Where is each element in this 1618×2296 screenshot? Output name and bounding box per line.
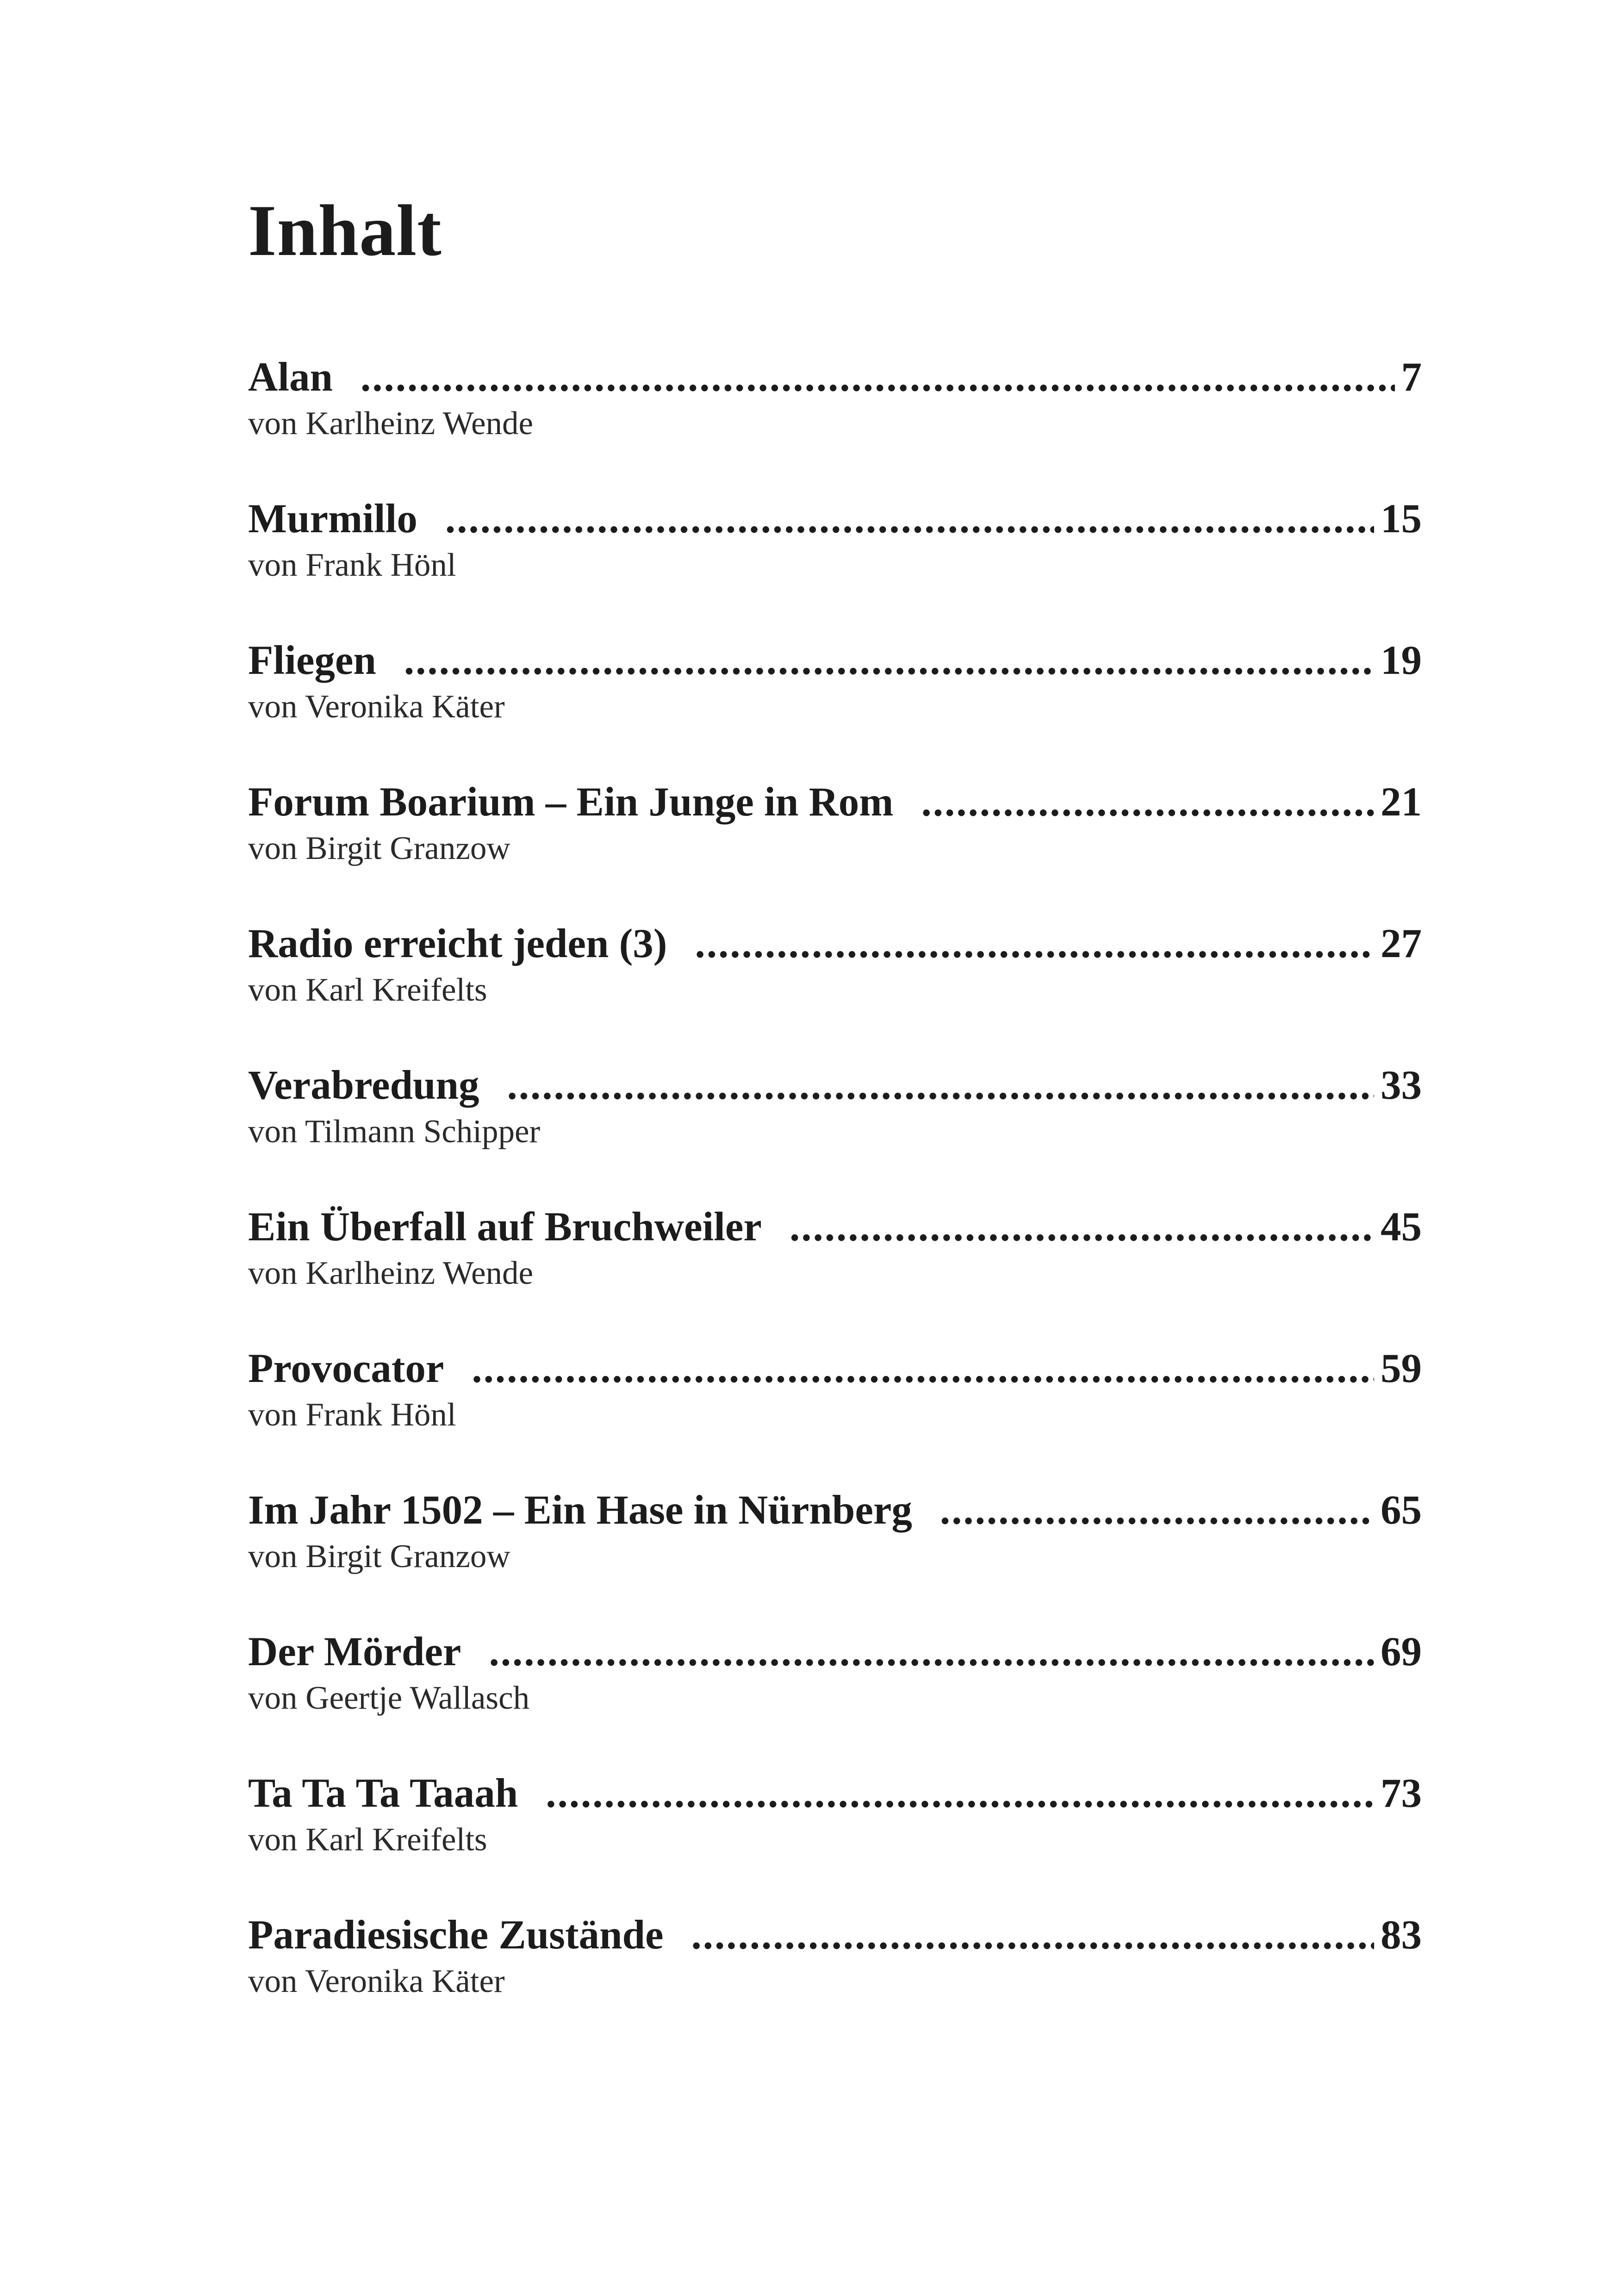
- toc-entry-line: [248, 352, 1422, 403]
- toc-entry-line: [248, 1768, 1422, 1819]
- toc-entry-5: [248, 918, 1422, 1060]
- toc-entry-author: von Veronika Käter: [248, 689, 505, 725]
- toc-entry-line: [248, 1060, 1422, 1111]
- dot-leader: [507, 1060, 1375, 1111]
- toc-entry-author: von Karl Kreifelts: [248, 1822, 487, 1858]
- dot-leader: [691, 1910, 1374, 1960]
- toc-entry-8: [248, 1343, 1422, 1485]
- toc-entry-page-number: 83: [1381, 1912, 1422, 1958]
- toc-entry-title: Paradiesische Zustände: [248, 1912, 664, 1958]
- dot-leader: [361, 352, 1395, 403]
- toc-entry-page-number: 73: [1381, 1771, 1422, 1816]
- toc-entry-page-number: 7: [1401, 355, 1422, 400]
- toc-entry-page-number: 69: [1381, 1629, 1422, 1674]
- toc-entry-9: [248, 1485, 1422, 1626]
- toc-entry-title: Ta Ta Ta Taaah: [248, 1771, 518, 1816]
- toc-entry-12: [248, 1910, 1422, 2051]
- toc-entry-2: [248, 493, 1422, 635]
- toc-entry-author: von Frank Hönl: [248, 547, 456, 583]
- toc-entry-page-number: 21: [1381, 779, 1422, 825]
- dot-leader: [445, 493, 1374, 544]
- toc-entry-page-number: 27: [1381, 921, 1422, 966]
- dot-leader: [940, 1485, 1374, 1536]
- dot-leader: [472, 1343, 1374, 1394]
- toc-entry-title: Forum Boarium – Ein Junge in Rom: [248, 779, 894, 825]
- toc-entry-line: [248, 1626, 1422, 1677]
- toc-entry-author: von Karl Kreifelts: [248, 972, 487, 1008]
- toc-entry-page-number: 65: [1381, 1487, 1422, 1533]
- toc-entry-title: Verabredung: [248, 1063, 479, 1108]
- toc-entry-title: Radio erreicht jeden (3): [248, 921, 667, 966]
- toc-entry-line: [248, 1485, 1422, 1536]
- toc-entry-author: von Karlheinz Wende: [248, 405, 533, 442]
- toc-entry-line: [248, 1343, 1422, 1394]
- toc-entry-title: Murmillo: [248, 496, 417, 541]
- dot-leader: [921, 777, 1374, 828]
- toc-entry-page-number: 19: [1381, 638, 1422, 683]
- toc-entry-title: Der Mörder: [248, 1629, 461, 1674]
- toc-entry-author: von Birgit Granzow: [248, 830, 510, 866]
- toc-entry-page-number: 45: [1381, 1204, 1422, 1250]
- toc-entry-author: von Tilmann Schipper: [248, 1114, 541, 1150]
- toc-entry-line: [248, 493, 1422, 544]
- toc-entry-author: von Birgit Granzow: [248, 1538, 510, 1574]
- dot-leader: [546, 1768, 1374, 1819]
- toc-entry-7: [248, 1201, 1422, 1343]
- toc-entry-4: [248, 777, 1422, 918]
- toc-entry-title: Alan: [248, 355, 333, 400]
- toc-entry-11: [248, 1768, 1422, 1910]
- toc-entry-page-number: 59: [1381, 1346, 1422, 1391]
- toc-entry-line: [248, 1910, 1422, 1960]
- toc-entry-title: Ein Überfall auf Bruchweiler: [248, 1204, 762, 1250]
- toc-entry-author: von Geertje Wallasch: [248, 1680, 530, 1716]
- table-of-contents: [248, 352, 1422, 2051]
- toc-entry-title: Im Jahr 1502 – Ein Hase in Nürnberg: [248, 1487, 912, 1533]
- dot-leader: [790, 1201, 1374, 1252]
- dot-leader: [695, 918, 1374, 969]
- toc-entry-author: von Karlheinz Wende: [248, 1255, 533, 1291]
- toc-entry-title: Fliegen: [248, 638, 376, 683]
- toc-entry-6: [248, 1060, 1422, 1201]
- toc-entry-line: [248, 918, 1422, 969]
- toc-entry-page-number: 15: [1381, 496, 1422, 541]
- toc-entry-line: [248, 777, 1422, 828]
- toc-entry-10: [248, 1626, 1422, 1768]
- toc-entry-author: von Veronika Käter: [248, 1963, 505, 1999]
- toc-entry-1: [248, 352, 1422, 493]
- toc-entry-title: Provocator: [248, 1346, 444, 1391]
- toc-entry-page-number: 33: [1381, 1063, 1422, 1108]
- dot-leader: [404, 635, 1374, 686]
- toc-entry-line: [248, 1201, 1422, 1252]
- toc-entry-line: [248, 635, 1422, 686]
- page-title: Inhalt: [248, 190, 442, 271]
- toc-entry-3: [248, 635, 1422, 777]
- dot-leader: [489, 1626, 1374, 1677]
- toc-entry-author: von Frank Hönl: [248, 1397, 456, 1433]
